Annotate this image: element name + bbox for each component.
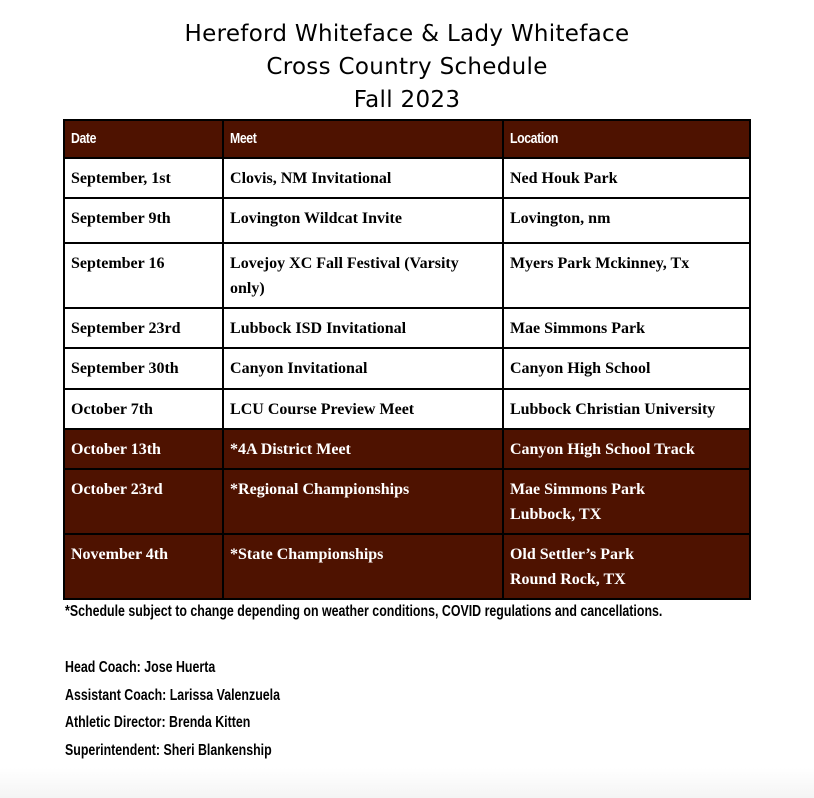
column-header-date: Date <box>64 120 223 158</box>
cell-meet: *Regional Championships <box>223 469 503 534</box>
cell-date: September 9th <box>64 198 223 243</box>
cell-date: September 23rd <box>64 308 223 348</box>
cell-location <box>503 534 750 599</box>
column-header-location: Location <box>503 120 750 158</box>
cell-meet: *State Championships <box>223 534 503 599</box>
schedule-disclaimer: *Schedule subject to change depending on weather conditions, COVID regulations and cancellations. <box>65 603 663 620</box>
cell-date: November 4th <box>64 534 223 599</box>
location-line-2: Round Rock, TX <box>509 571 626 588</box>
cell-meet: *4A District Meet <box>223 429 503 469</box>
cell-location: Lubbock Christian University <box>503 389 750 429</box>
title-line-1: Hereford Whiteface & Lady Whiteface <box>184 21 630 47</box>
table-row <box>64 348 750 389</box>
location-line-2: Lubbock, TX <box>509 506 602 523</box>
staff-assistant-coach: Assistant Coach: Larissa Valenzuela <box>65 686 281 704</box>
staff-list <box>65 654 334 764</box>
staff-athletic-director: Athletic Director: Brenda Kitten <box>65 714 251 731</box>
column-header-meet: Meet <box>223 120 503 158</box>
cell-location: Myers Park Mckinney, Tx <box>503 243 750 308</box>
table-row <box>64 308 750 348</box>
table-row-highlighted <box>64 469 750 534</box>
cell-location: Mae Simmons Park <box>503 308 750 348</box>
location-line-1: Old Settler’s Park <box>509 546 635 563</box>
table-row-highlighted <box>64 429 750 469</box>
cell-location: Canyon High School Track <box>503 429 750 469</box>
cell-date: October 23rd <box>64 469 223 534</box>
table-row <box>64 158 750 198</box>
cell-date: September 16 <box>64 243 223 308</box>
cell-location <box>503 469 750 534</box>
table-row <box>64 198 750 243</box>
cell-date: October 7th <box>64 389 223 429</box>
table-row <box>64 243 750 308</box>
table-row <box>64 389 750 429</box>
title-line-3: Fall 2023 <box>353 87 461 113</box>
cell-location: Lovington, nm <box>503 198 750 243</box>
table-row-highlighted <box>64 534 750 599</box>
page-bottom-shadow <box>0 768 814 798</box>
cell-location: Ned Houk Park <box>503 158 750 198</box>
page-title <box>0 18 814 117</box>
staff-head-coach: Head Coach: Jose Huerta <box>65 659 216 676</box>
cell-date: September, 1st <box>64 158 223 198</box>
schedule-table <box>63 119 751 600</box>
cell-meet: Clovis, NM Invitational <box>223 158 503 198</box>
cell-meet: Lovington Wildcat Invite <box>223 198 503 243</box>
cell-meet: LCU Course Preview Meet <box>223 389 503 429</box>
cell-meet: Lubbock ISD Invitational <box>223 308 503 348</box>
staff-superintendent: Superintendent: Sheri Blankenship <box>65 741 272 759</box>
cell-meet: Canyon Invitational <box>223 348 503 389</box>
cell-location: Canyon High School <box>503 348 750 389</box>
location-line-1: Mae Simmons Park <box>509 481 646 498</box>
title-line-2: Cross Country Schedule <box>266 54 548 80</box>
cell-date: October 13th <box>64 429 223 469</box>
cell-date: September 30th <box>64 348 223 389</box>
cell-meet: Lovejoy XC Fall Festival (Varsity only) <box>223 243 503 308</box>
table-header-row <box>64 120 750 158</box>
